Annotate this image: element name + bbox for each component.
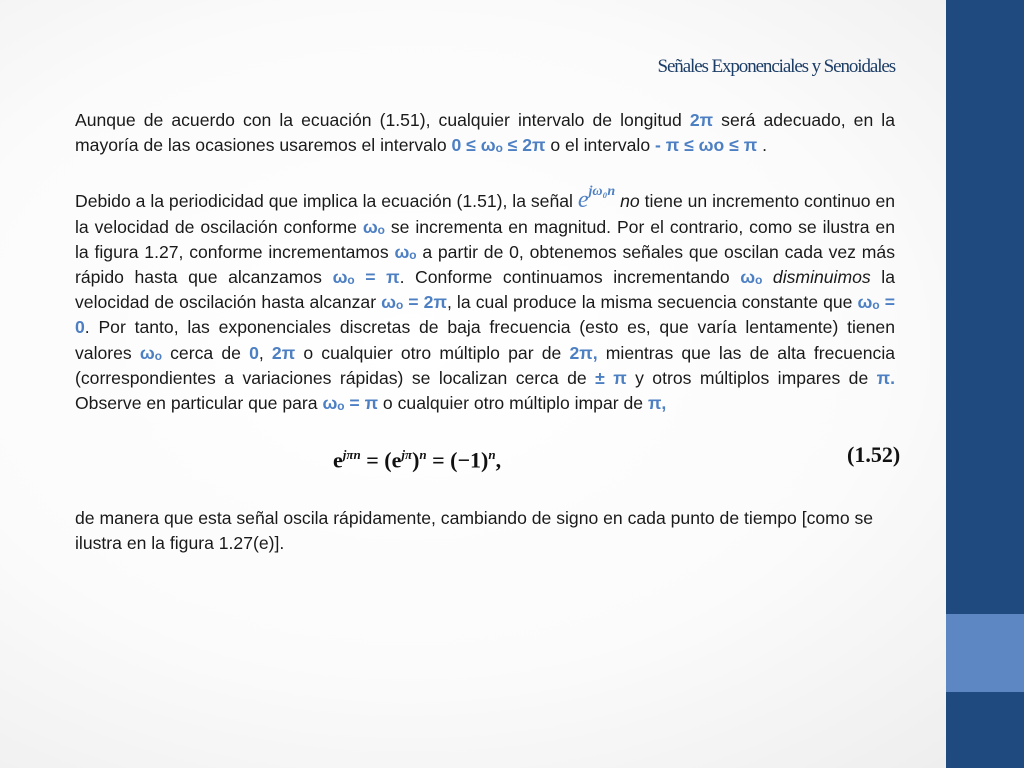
text: o cualquier otro múltiplo par de — [295, 342, 570, 363]
text: , la cual produce la misma secuencia constante que — [446, 292, 858, 313]
highlight-2pi: 2π — [689, 110, 714, 130]
highlight-2pi: 2π — [271, 342, 296, 363]
text: Observe en particular que para — [75, 393, 323, 414]
text: y otros múltiplos impares de — [626, 367, 877, 388]
text: o el intervalo — [545, 135, 656, 156]
exponential-base: e — [577, 187, 589, 214]
text: tiene un incremento continuo en la velocidad de oscilación conforme — [75, 191, 896, 237]
eq-text: ) — [412, 447, 420, 473]
highlight-omega: ωₒ — [362, 216, 385, 237]
eq-text: = (e — [360, 447, 402, 473]
highlight-omega-zero: ωₒ = 0 — [75, 292, 895, 338]
text: . Conforme continuamos incrementando — [399, 267, 741, 288]
highlight-omega-pi: ωₒ = π — [322, 393, 379, 414]
highlight-pi: π, — [647, 393, 667, 414]
text: , — [258, 342, 272, 363]
eq-base: e — [333, 447, 343, 473]
highlight-interval-0-2pi: 0 ≤ ωₒ ≤ 2π — [451, 135, 546, 156]
text: Aunque de acuerdo con la ecuación (1.51), cualquier intervalo de longitud — [75, 110, 690, 130]
decorative-accent-block — [946, 614, 1024, 692]
highlight-omega: ωₒ — [740, 267, 763, 288]
highlight-omega: ωₒ — [394, 241, 417, 262]
text: mientras que las de alta frecuencia (correspondientes a variaciones rápidas) se localizan cerca de — [75, 342, 896, 388]
eq-text: = (−1) — [426, 447, 489, 473]
text: . Por tanto, las exponenciales discretas de baja frecuencia (esto es, que varía lentamente) tienen valores — [75, 317, 895, 363]
equation-expression — [333, 442, 501, 473]
exponential-power: jω₀n — [588, 184, 616, 200]
italic-no: no — [620, 191, 640, 212]
highlight-interval-minus-pi-pi: - π ≤ ωo ≤ π — [655, 135, 758, 156]
highlight-omega-2pi: ωₒ = 2π — [381, 292, 447, 313]
text: . — [757, 135, 767, 156]
highlight-omega-pi: ωₒ = π — [332, 267, 400, 288]
text: se incrementa en magnitud. Por el contrario, como se ilustra en la figura 1.27, conforme incrementamos — [75, 216, 895, 262]
paragraph-periodicity — [75, 182, 895, 416]
highlight-pi: π. — [876, 367, 895, 388]
exponential-expression — [577, 184, 616, 214]
text: será adecuado, en la mayoría de las ocasiones usaremos el intervalo — [75, 110, 895, 156]
italic-disminuimos: disminuimos — [772, 267, 871, 288]
paragraph-conclusion: de manera que esta señal oscila rápidamente, cambiando de signo en cada punto de tiempo [como se ilustra en la figura 1.27(e)]. — [75, 508, 874, 554]
highlight-plus-minus-pi: ± π — [595, 367, 627, 388]
eq-power: jπn — [342, 447, 361, 463]
eq-text: , — [495, 447, 502, 473]
text: Debido a la periodicidad que implica la ecuación (1.51), la señal — [75, 191, 578, 212]
text: cerca de — [161, 342, 250, 363]
text: o cualquier otro múltiplo impar de — [378, 393, 648, 414]
highlight-omega: ωₒ — [139, 342, 162, 363]
eq-power: jπ — [401, 447, 413, 463]
decorative-side-band — [946, 0, 1024, 768]
equation-1-52 — [75, 434, 901, 486]
text: la velocidad de oscilación hasta alcanzar — [75, 267, 895, 313]
text — [762, 267, 773, 287]
eq-power: n — [419, 447, 427, 463]
text: a partir de 0, obtenemos señales que oscilan cada vez más rápido hasta que alcanzamos — [75, 241, 895, 288]
slide-title: Señales Exponenciales y Senoidales — [657, 56, 895, 77]
highlight-2pi: 2π, — [569, 342, 598, 363]
highlight-zero: 0 — [249, 342, 259, 363]
slide-body — [75, 108, 901, 557]
eq-power: n — [488, 447, 496, 463]
equation-number: (1.52) — [847, 442, 901, 468]
paragraph-interval — [75, 108, 895, 158]
